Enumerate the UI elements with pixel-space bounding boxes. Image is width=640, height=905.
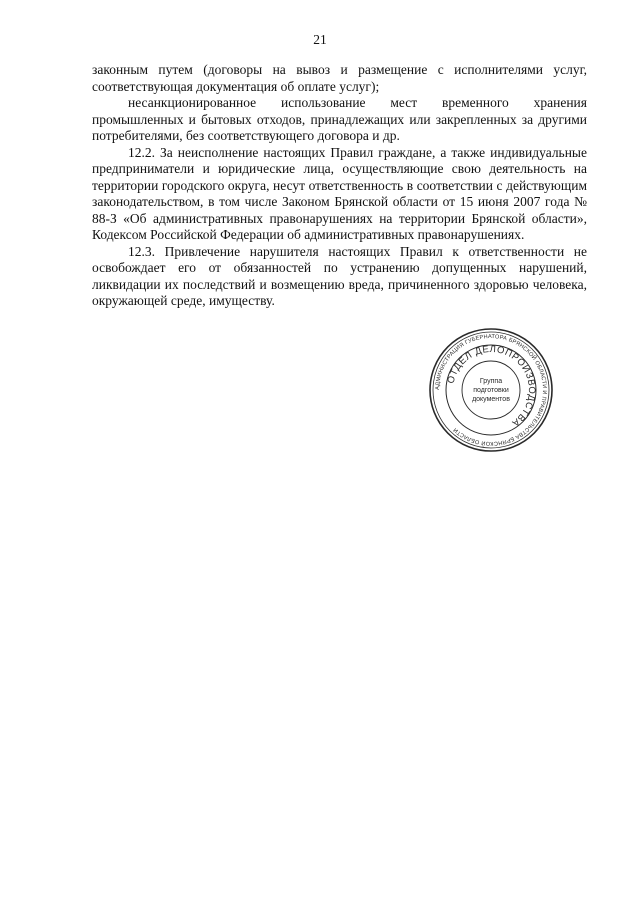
page-number: 21 bbox=[313, 32, 327, 47]
stamp-center-line-2: подготовки bbox=[473, 387, 509, 394]
paragraph-12-3: 12.3. Привлечение нарушителя настоящих Правил к ответственности не освобождает его от обязанностей по устранению допущенных нарушений, ликвидации их последствий и возмещению вреда, причиненного здоровью человека, окружающей среде, имуществу. bbox=[92, 243, 587, 308]
stamp-outer-ring-text: АДМИНИСТРАЦИЯ ГУБЕРНАТОРА БРЯНСКОЙ ОБЛАСТИ И ПРАВИТЕЛЬСТВА БРЯНСКОЙ ОБЛАСТИ bbox=[434, 333, 548, 447]
stamp-center-line-3: документов bbox=[472, 396, 510, 403]
paragraph-unauthorized-use: несанкционированное использование мест временного хранения промышленных и бытовых отходов, принадлежащих или закрепленных за другими потребителями, без соответствующего договора и др. bbox=[92, 95, 587, 143]
stamp-seal-graphic bbox=[427, 326, 555, 454]
stamp-inner-ring-text: ОТДЕЛ ДЕЛОПРОИЗВОДСТВА bbox=[445, 343, 538, 429]
paragraph-12-2: 12.2. За неисполнение настоящих Правил граждане, а также индивидуальные предприниматели и юридические лица, осуществляющие свою деятельность на территории городского округа, несут ответственность в соответствии с действующим законодательством, в том числе Законом Брянской области от 15 июня 2007 года № 88-З «Об административных правонарушениях на территории Брянской области», Кодексом Российской Федерации об административных правонарушениях. bbox=[92, 144, 587, 242]
official-stamp bbox=[427, 326, 555, 454]
paragraph-continuation: законным путем (договоры на вывоз и размещение с исполнителями услуг, соответствующая документация об оплате услуг); bbox=[92, 62, 587, 94]
document-body bbox=[92, 62, 587, 310]
stamp-center-line-1: Группа bbox=[479, 378, 503, 385]
